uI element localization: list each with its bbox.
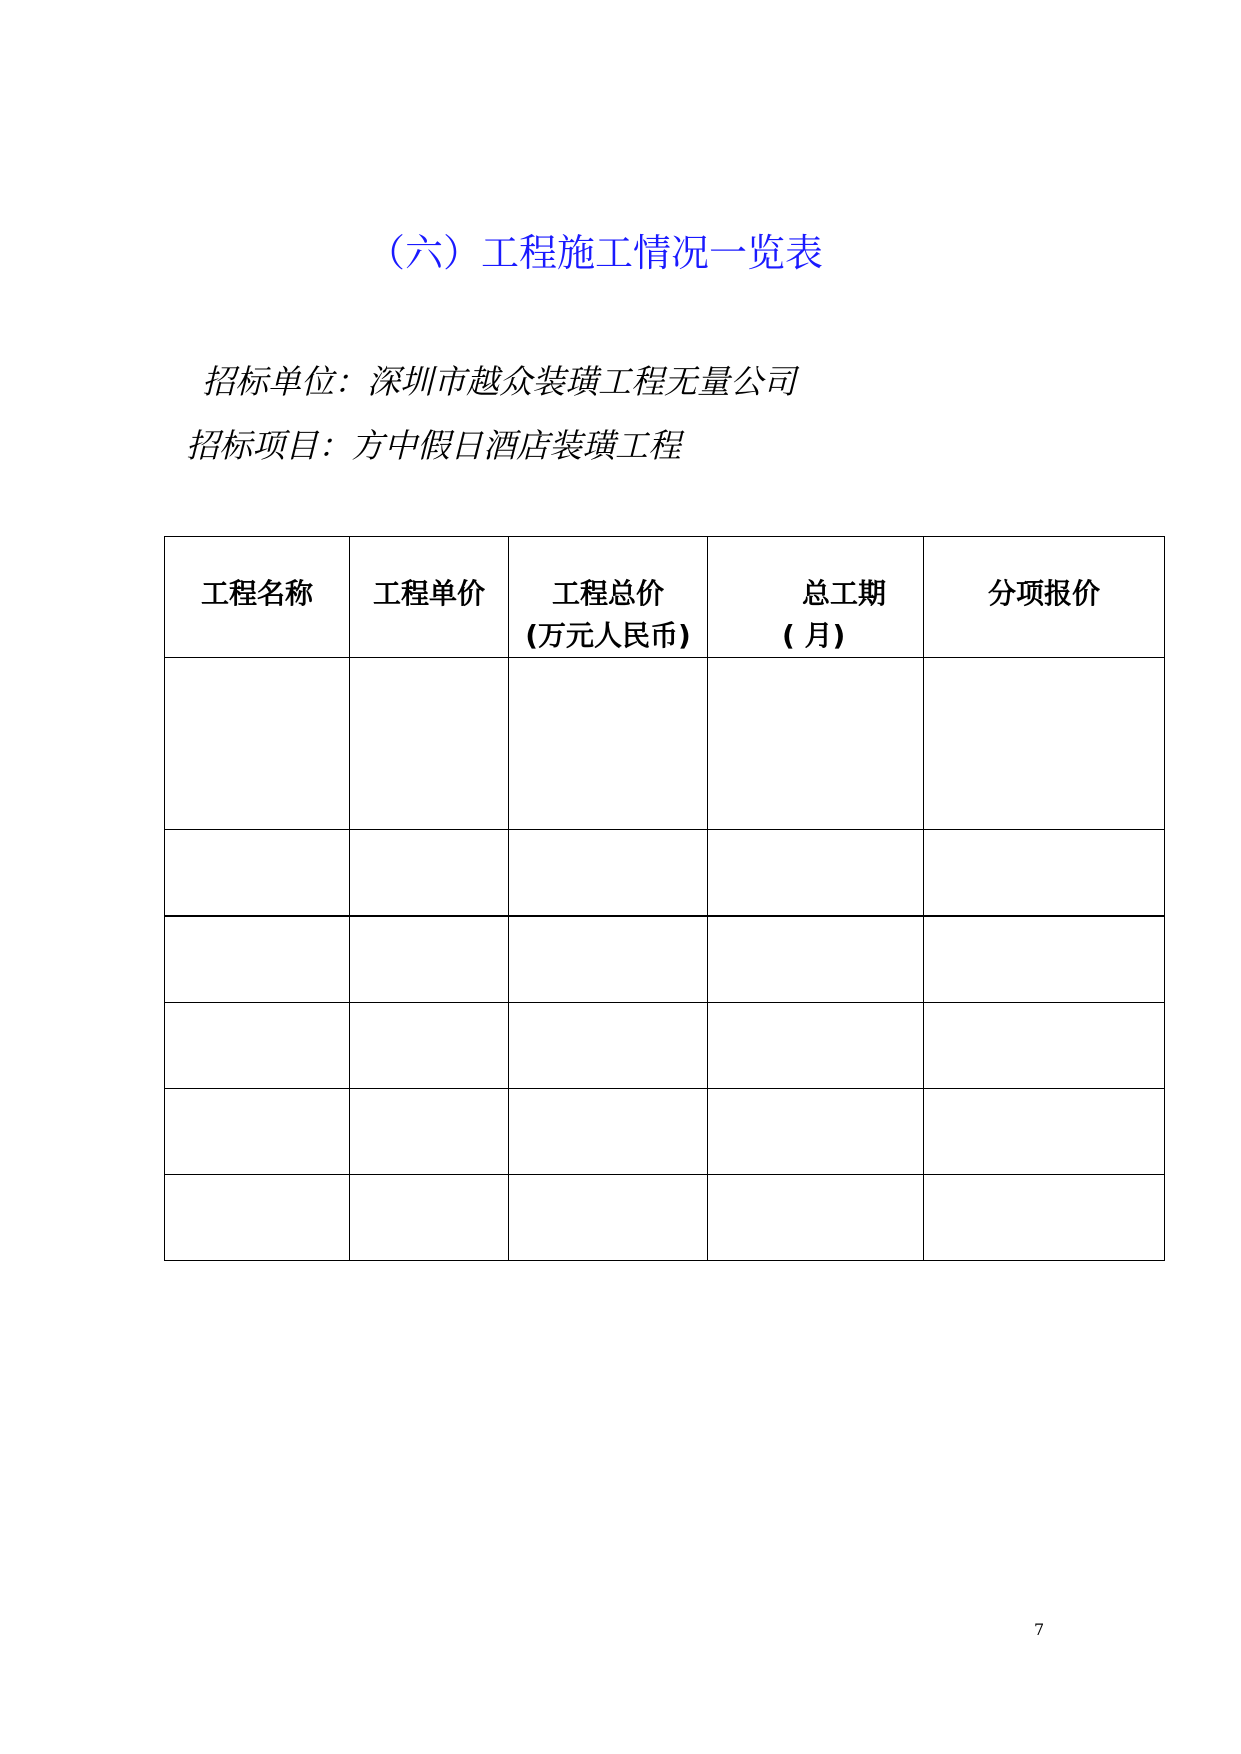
- table-cell: [165, 1003, 350, 1089]
- table-cell: [708, 830, 924, 917]
- table-row: [165, 658, 1165, 830]
- construction-status-table: [164, 536, 1165, 1261]
- table-cell: [924, 916, 1165, 1003]
- table-cell: [350, 658, 509, 830]
- page-title: （六）工程施工情况一览表: [366, 231, 823, 275]
- table-cell: [350, 1175, 509, 1261]
- table-cell: [708, 916, 924, 1003]
- table-cell: [509, 1003, 708, 1089]
- table-header-row: [165, 537, 1165, 658]
- table-cell: [708, 1003, 924, 1089]
- table-cell: [708, 1089, 924, 1175]
- table-row: [165, 1089, 1165, 1175]
- header-project-name: 工程名称: [165, 537, 350, 658]
- tender-unit-line: 招标单位：深圳市越众装璜工程无量公司: [202, 362, 796, 401]
- table-cell: [924, 1089, 1165, 1175]
- table-cell: [165, 916, 350, 1003]
- table-cell: [708, 658, 924, 830]
- table-cell: [509, 1175, 708, 1261]
- table-row: [165, 830, 1165, 917]
- table-cell: [509, 658, 708, 830]
- table-cell: [350, 1089, 509, 1175]
- table-cell: [708, 1175, 924, 1261]
- table-cell: [165, 830, 350, 917]
- table-cell: [509, 830, 708, 917]
- table-cell: [165, 1089, 350, 1175]
- table-cell: [924, 1175, 1165, 1261]
- table-row: [165, 1175, 1165, 1261]
- table-cell: [924, 830, 1165, 917]
- table-cell: [350, 1003, 509, 1089]
- table-row: [165, 1003, 1165, 1089]
- table-cell: [509, 916, 708, 1003]
- tender-project-line: 招标项目：方中假日酒店装璜工程: [186, 426, 681, 465]
- table-cell: [924, 658, 1165, 830]
- page-number: 7: [1034, 1620, 1045, 1639]
- table-cell: [165, 658, 350, 830]
- header-total-price: 工程总价 (万元人民币): [509, 537, 708, 658]
- header-itemized-quote: 分项报价: [924, 537, 1165, 658]
- table-cell: [165, 1175, 350, 1261]
- header-unit-price: 工程单价: [350, 537, 509, 658]
- header-total-period: 总工期 ( 月): [708, 537, 924, 658]
- table-cell: [509, 1089, 708, 1175]
- table-cell: [924, 1003, 1165, 1089]
- table-row: [165, 916, 1165, 1003]
- table-cell: [350, 830, 509, 917]
- table-cell: [350, 916, 509, 1003]
